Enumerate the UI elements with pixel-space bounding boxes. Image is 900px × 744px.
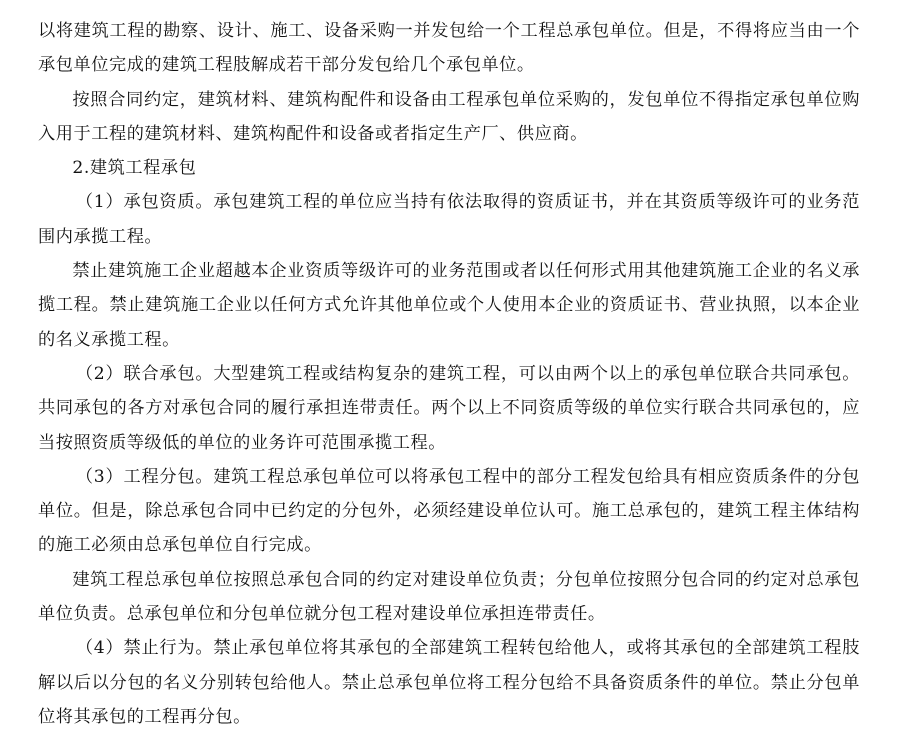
item-qualification: （1）承包资质。承包建筑工程的单位应当持有依法取得的资质证书，并在其资质等级许可的业务范围内承揽工程。 (38, 192, 860, 247)
paragraph-materials: 按照合同约定，建筑材料、建筑构配件和设备由工程承包单位采购的，发包单位不得指定承包单位购入用于工程的建筑材料、建筑构配件和设备或者指定生产厂、供应商。 (38, 89, 860, 144)
item-prohibited-acts: （4）禁止行为。禁止承包单位将其承包的全部建筑工程转包给他人，或将其承包的全部建筑工程肢解以后以分包的名义分别转包给他人。禁止总承包单位将工程分包给不具备资质条件的单位。禁止分包单位将其承包的工程再分包。 (38, 638, 860, 727)
item-joint-contracting: （2）联合承包。大型建筑工程或结构复杂的建筑工程，可以由两个以上的承包单位联合共同承包。共同承包的各方对承包合同的履行承担连带责任。两个以上不同资质等级的单位实行联合共同承包的，应当按照资质等级低的单位的业务许可范围承揽工程。 (38, 363, 860, 453)
item-subcontracting: （3）工程分包。建筑工程总承包单位可以将承包工程中的部分工程发包给具有相应资质条件的分包单位。但是，除总承包合同中已约定的分包外，必须经建设单位认可。施工总承包的，建筑工程主体结构的施工必须由总承包单位自行完成。 (38, 466, 860, 556)
paragraph-responsibility: 建筑工程总承包单位按照总承包合同的约定对建设单位负责；分包单位按照分包合同的约定对总承包单位负责。总承包单位和分包单位就分包工程对建设单位承担连带责任。 (38, 569, 860, 625)
paragraph-prohibition-qualification: 禁止建筑施工企业超越本企业资质等级许可的业务范围或者以任何形式用其他建筑施工企业的名义承揽工程。禁止建筑施工企业以任何方式允许其他单位或个人使用本企业的资质证书、营业执照，以本企业的名义承揽工程。 (38, 261, 860, 350)
paragraph-continuation: 以将建筑工程的勘察、设计、施工、设备采购一并发包给一个工程总承包单位。但是，不得将应当由一个承包单位完成的建筑工程肢解成若干部分发包给几个承包单位。 (38, 21, 860, 76)
section-heading: 2.建筑工程承包 (72, 158, 197, 179)
